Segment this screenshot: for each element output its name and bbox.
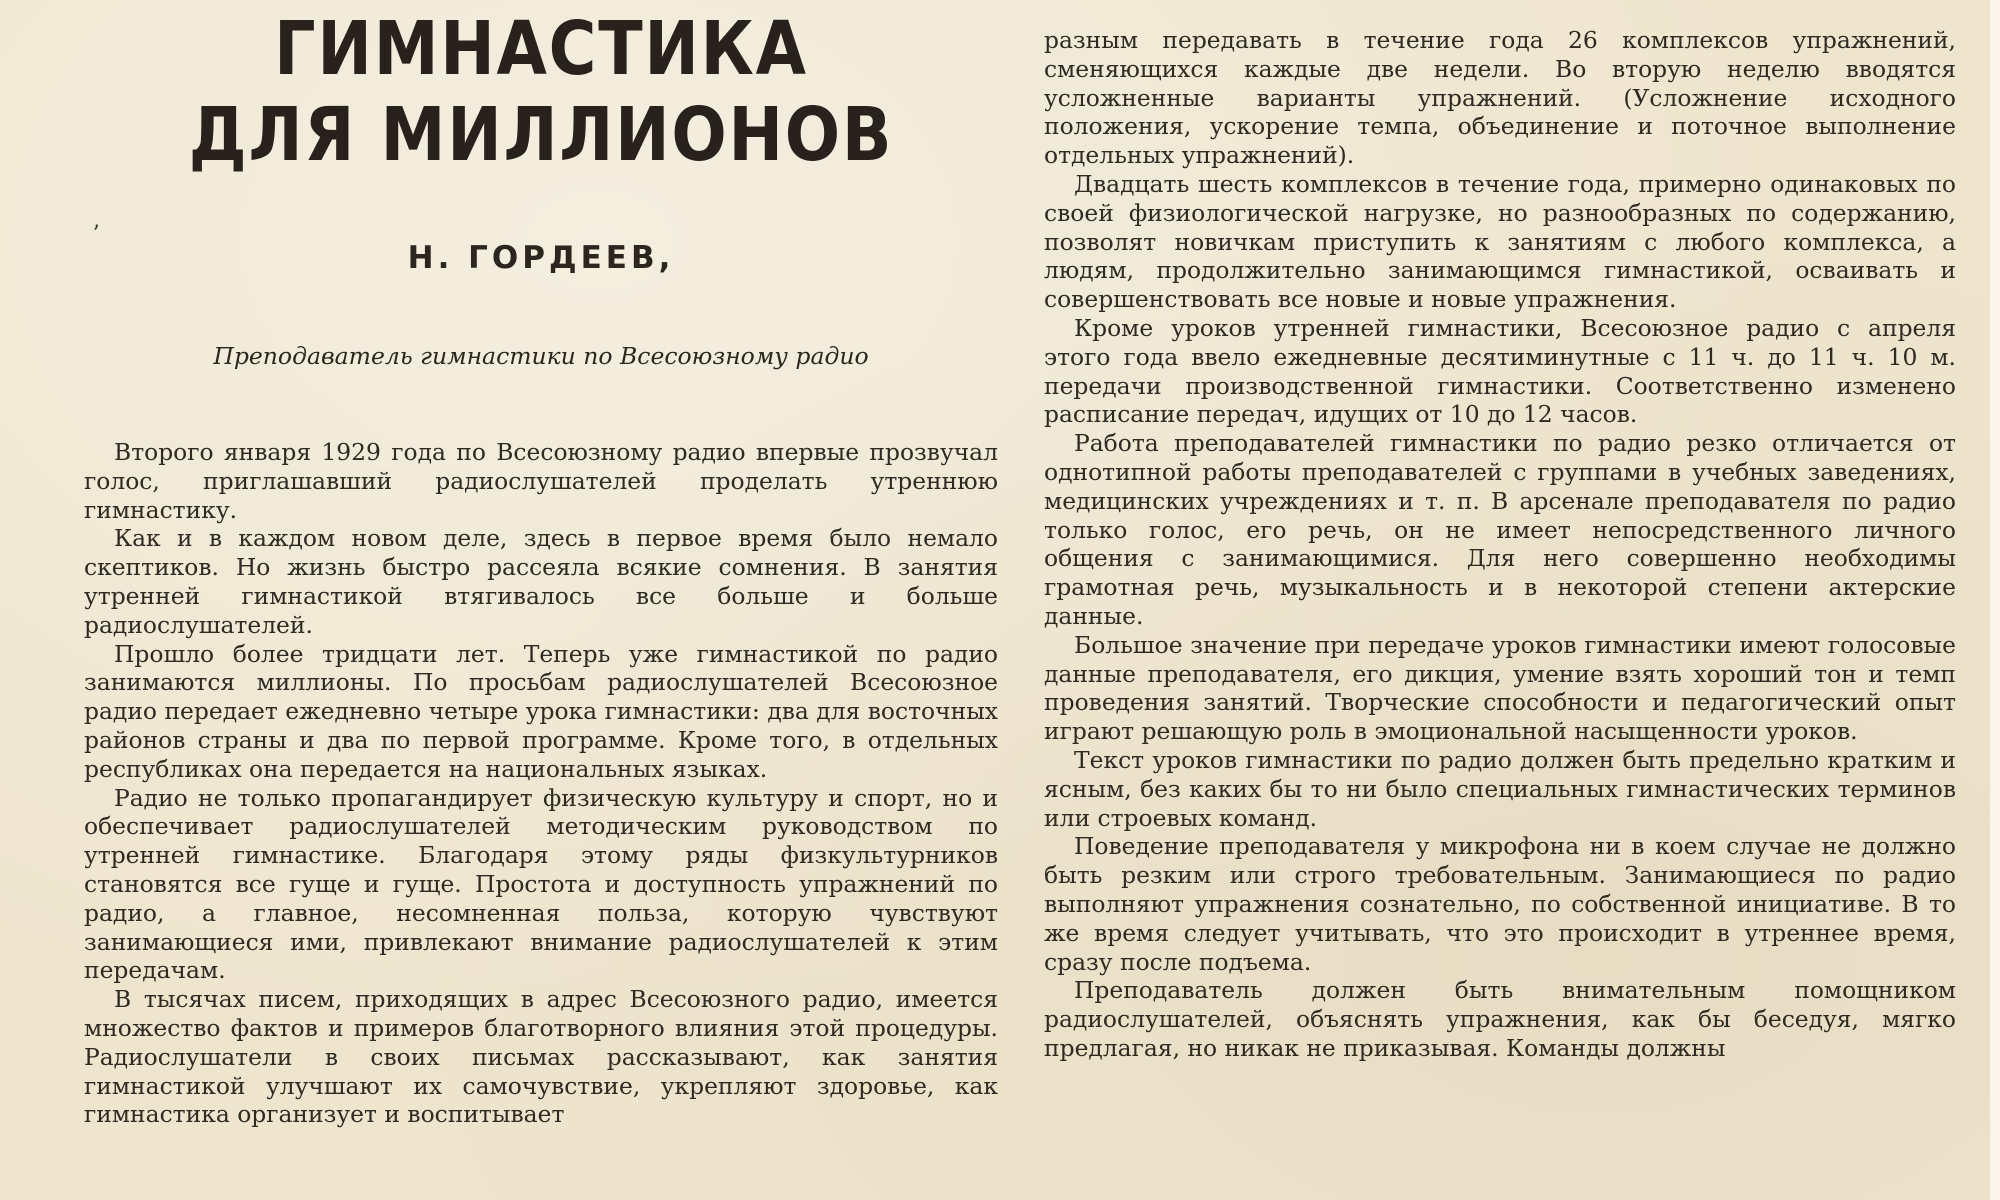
right-column	[1044, 26, 1956, 1063]
paragraph: Двадцать шесть комплексов в течение года, примерно одинаковых по своей физиологической нагрузке, но разнообразных по содержанию, позволят новичкам приступить к занятиям с любого комплекса, а людям, продолжительно занимающимся гимнастикой, осваивать и совершенствовать все новые и новые упражнения.	[1044, 169, 1956, 314]
paragraph: Большое значение при передаче уроков гимнастики имеют голосовые данные преподавателя, его дикция, умение взять хороший тон и темп проведения занятий. Творческие способности и педагогический опыт играют решающую роль в эмоциональной насыщенности уроков.	[1044, 630, 1956, 746]
title-line-1: ГИМНАСТИКА	[274, 6, 808, 92]
ink-speck: ʼ	[92, 222, 99, 247]
paragraph-continued: разным передавать в течение года 26 комплексов упражнений, сменяющихся каждые две недели. Во вторую неделю вводятся усложненные варианты упражнений. (Усложнение исходного положения, ускорение темпа, объединение и поточное выполнение отдельных упражнений).	[1044, 26, 1956, 170]
page-edge	[1990, 0, 2000, 1200]
paragraph: Текст уроков гимнастики по радио должен быть предельно кратким и ясным, без каких бы то ни было специальных гимнастических терминов или строевых команд.	[1044, 745, 1956, 832]
paragraph: Как и в каждом новом деле, здесь в первое время было немало скептиков. Но жизнь быстро рассеяла всякие сомнения. В занятия утренней гимнастикой втягивалось все больше и больше радиослушателей.	[84, 524, 998, 639]
paragraph: Прошло более тридцати лет. Теперь уже гимнастикой по радио занимаются миллионы. По просьбам радиослушателей Всесоюзное радио передает ежедневно четыре урока гимнастики: два для восточных районов страны и два по первой программе. Кроме того, в отдельных республиках она передается на национальных языках.	[84, 639, 998, 783]
paragraph: Кроме уроков утренней гимнастики, Всесоюзное радио с апреля этого года ввело ежедневные десятиминутные с 11 ч. до 11 ч. 10 м. передачи производственной гимнастики. Соответственно изменено расписание передач, идущих от 10 до 12 часов.	[1044, 313, 1956, 429]
paragraph: Второго января 1929 года по Всесоюзному радио впервые прозвучал голос, приглашавший радиослушателей проделать утреннюю гимнастику.	[84, 438, 998, 524]
paragraph: Поведение преподавателя у микрофона ни в коем случае не должно быть резким или строго требовательным. Занимающиеся по радио выполняют упражнения сознательно, по собственной инициативе. В то же время следует учитывать, что это происходит в утреннее время, сразу после подъема.	[1044, 832, 1956, 976]
left-column-body	[84, 438, 998, 1129]
paragraph: В тысячах писем, приходящих в адрес Всесоюзного радио, имеется множество фактов и примеров благотворного влияния этой процедуры. Радиослушатели в своих письмах рассказывают, как занятия гимнастикой улучшают их самочувствие, укрепляют здоровье, как гимнастика организует и воспитывает	[84, 985, 998, 1129]
paragraph: Радио не только пропагандирует физическую культуру и спорт, но и обеспечивает радиослушателей методическим руководством по утренней гимнастике. Благодаря этому ряды физкультурников становятся все гуще и гуще. Простота и доступность упражнений по радио, а главное, несомненная польза, которую чувствуют занимающиеся ими, привлекают внимание радиослушателей к этим передачам.	[84, 783, 998, 985]
paragraph: Преподаватель должен быть внимательным помощником радиослушателей, объяснять упражнения, как бы беседуя, мягко предлагая, но никак не приказывая. Команды должны	[1044, 976, 1956, 1062]
author-role: Преподаватель гимнастики по Всесоюзному радио	[213, 342, 869, 370]
title-line-2: ДЛЯ МИЛЛИОНОВ	[188, 92, 894, 178]
author-name: Н. ГОРДЕЕВ,	[407, 240, 675, 276]
article-title	[84, 6, 998, 178]
left-column	[84, 0, 998, 1129]
paragraph: Работа преподавателей гимнастики по радио резко отличается от однотипной работы преподавателей с группами в учебных заведениях, медицинских учреждениях и т. п. В арсенале преподавателя по радио только голос, его речь, он не имеет непосредственного личного общения с занимающимися. Для него совершенно необходимы грамотная речь, музыкальность и в некоторой степени актерские данные.	[1044, 429, 1956, 630]
